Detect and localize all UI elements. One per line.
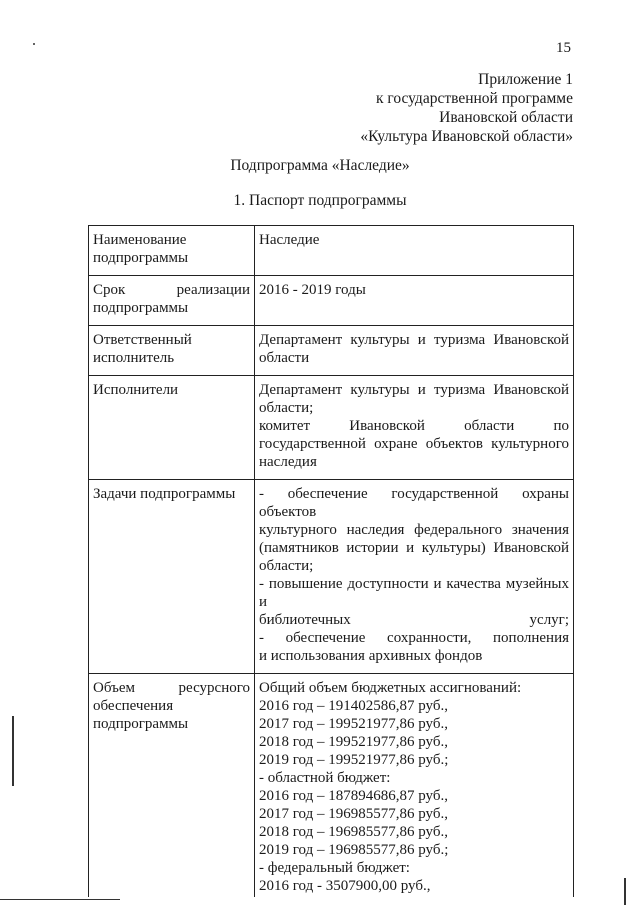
value-line: 2016 год - 3507900,00 руб.,	[259, 878, 431, 894]
value-line: 2018 год – 199521977,86 руб.,	[259, 734, 448, 750]
table-row	[89, 276, 574, 326]
value-line: области;	[259, 558, 314, 574]
value-line: Департамент культуры и туризма Ивановской	[259, 332, 569, 348]
table-row	[89, 226, 574, 276]
value-line: Департамент культуры и туризма Ивановской	[259, 382, 569, 398]
value-line: - обеспечение государственной охраны объектов	[259, 486, 569, 520]
appendix-header	[360, 70, 573, 146]
value-line: культурного наследия федерального значения	[259, 522, 569, 538]
appendix-line: Ивановской области	[439, 109, 573, 126]
label-line: Наименование	[93, 232, 187, 248]
appendix-line: «Культура Ивановской области»	[360, 128, 573, 145]
row-label	[89, 376, 255, 480]
scan-mark-left	[12, 716, 14, 786]
table-row	[89, 674, 574, 898]
subprogram-title: Подпрограмма «Наследие»	[230, 157, 410, 174]
value-line: 2016 год – 187894686,87 руб.,	[259, 788, 448, 804]
value-line: 2018 год – 196985577,86 руб.,	[259, 824, 448, 840]
value-line: - федеральный бюджет:	[259, 860, 410, 876]
value-line: 2016 год – 191402586,87 руб.,	[259, 698, 448, 714]
value-line: 2017 год – 199521977,86 руб.,	[259, 716, 448, 732]
value-line: - областной бюджет:	[259, 770, 391, 786]
label-line: Объем ресурсного	[93, 680, 250, 696]
value-line: комитет Ивановской области по	[259, 418, 569, 434]
page-number: 15	[556, 40, 571, 56]
row-label	[89, 674, 255, 898]
label-line: обеспечения	[93, 698, 174, 714]
label-line: подпрограммы	[93, 300, 189, 316]
table-row	[89, 326, 574, 376]
value-line: 2019 год – 196985577,86 руб.;	[259, 842, 449, 858]
row-value	[255, 480, 574, 674]
value-line: (памятников истории и культуры) Ивановской	[259, 540, 569, 556]
value-line: области;	[259, 400, 314, 416]
label-line: Задачи подпрограммы	[93, 486, 236, 502]
value-line: - обеспечение сохранности, пополнения	[259, 630, 569, 646]
label-line: Исполнители	[93, 382, 179, 398]
row-value	[255, 674, 574, 898]
row-label	[89, 276, 255, 326]
value-line: Наследие	[259, 232, 320, 248]
value-line: 2019 год – 199521977,86 руб.;	[259, 752, 449, 768]
label-line: исполнитель	[93, 350, 175, 366]
passport-table	[88, 225, 574, 897]
label-line: подпрограммы	[93, 250, 189, 266]
row-value	[255, 226, 574, 276]
value-line: - повышение доступности и качества музейных и	[259, 576, 569, 610]
appendix-line: Приложение 1	[478, 71, 573, 88]
row-label	[89, 226, 255, 276]
value-line: области	[259, 350, 310, 366]
label-line: Ответственный	[93, 332, 192, 348]
row-value	[255, 376, 574, 480]
label-line: Срок реализации	[93, 282, 250, 298]
label-line: подпрограммы	[93, 716, 189, 732]
value-line: наследия	[259, 454, 317, 470]
passport-title: 1. Паспорт подпрограммы	[233, 192, 407, 209]
value-line: 2017 год – 196985577,86 руб.,	[259, 806, 448, 822]
value-line: и использования архивных фондов	[259, 648, 483, 664]
value-line: библиотечных услуг;	[259, 612, 569, 628]
table-row	[89, 480, 574, 674]
value-line: Общий объем бюджетных ассигнований:	[259, 680, 522, 696]
scan-mark-dot	[33, 43, 35, 45]
scan-mark-bottom-right	[624, 878, 626, 905]
row-value	[255, 326, 574, 376]
table-row	[89, 376, 574, 480]
value-line: 2016 - 2019 годы	[259, 282, 366, 298]
row-value	[255, 276, 574, 326]
row-label	[89, 480, 255, 674]
scan-mark-bottom-left	[0, 899, 120, 900]
value-line: государственной охране объектов культурного	[259, 436, 569, 452]
appendix-line: к государственной программе	[375, 90, 573, 107]
row-label	[89, 326, 255, 376]
